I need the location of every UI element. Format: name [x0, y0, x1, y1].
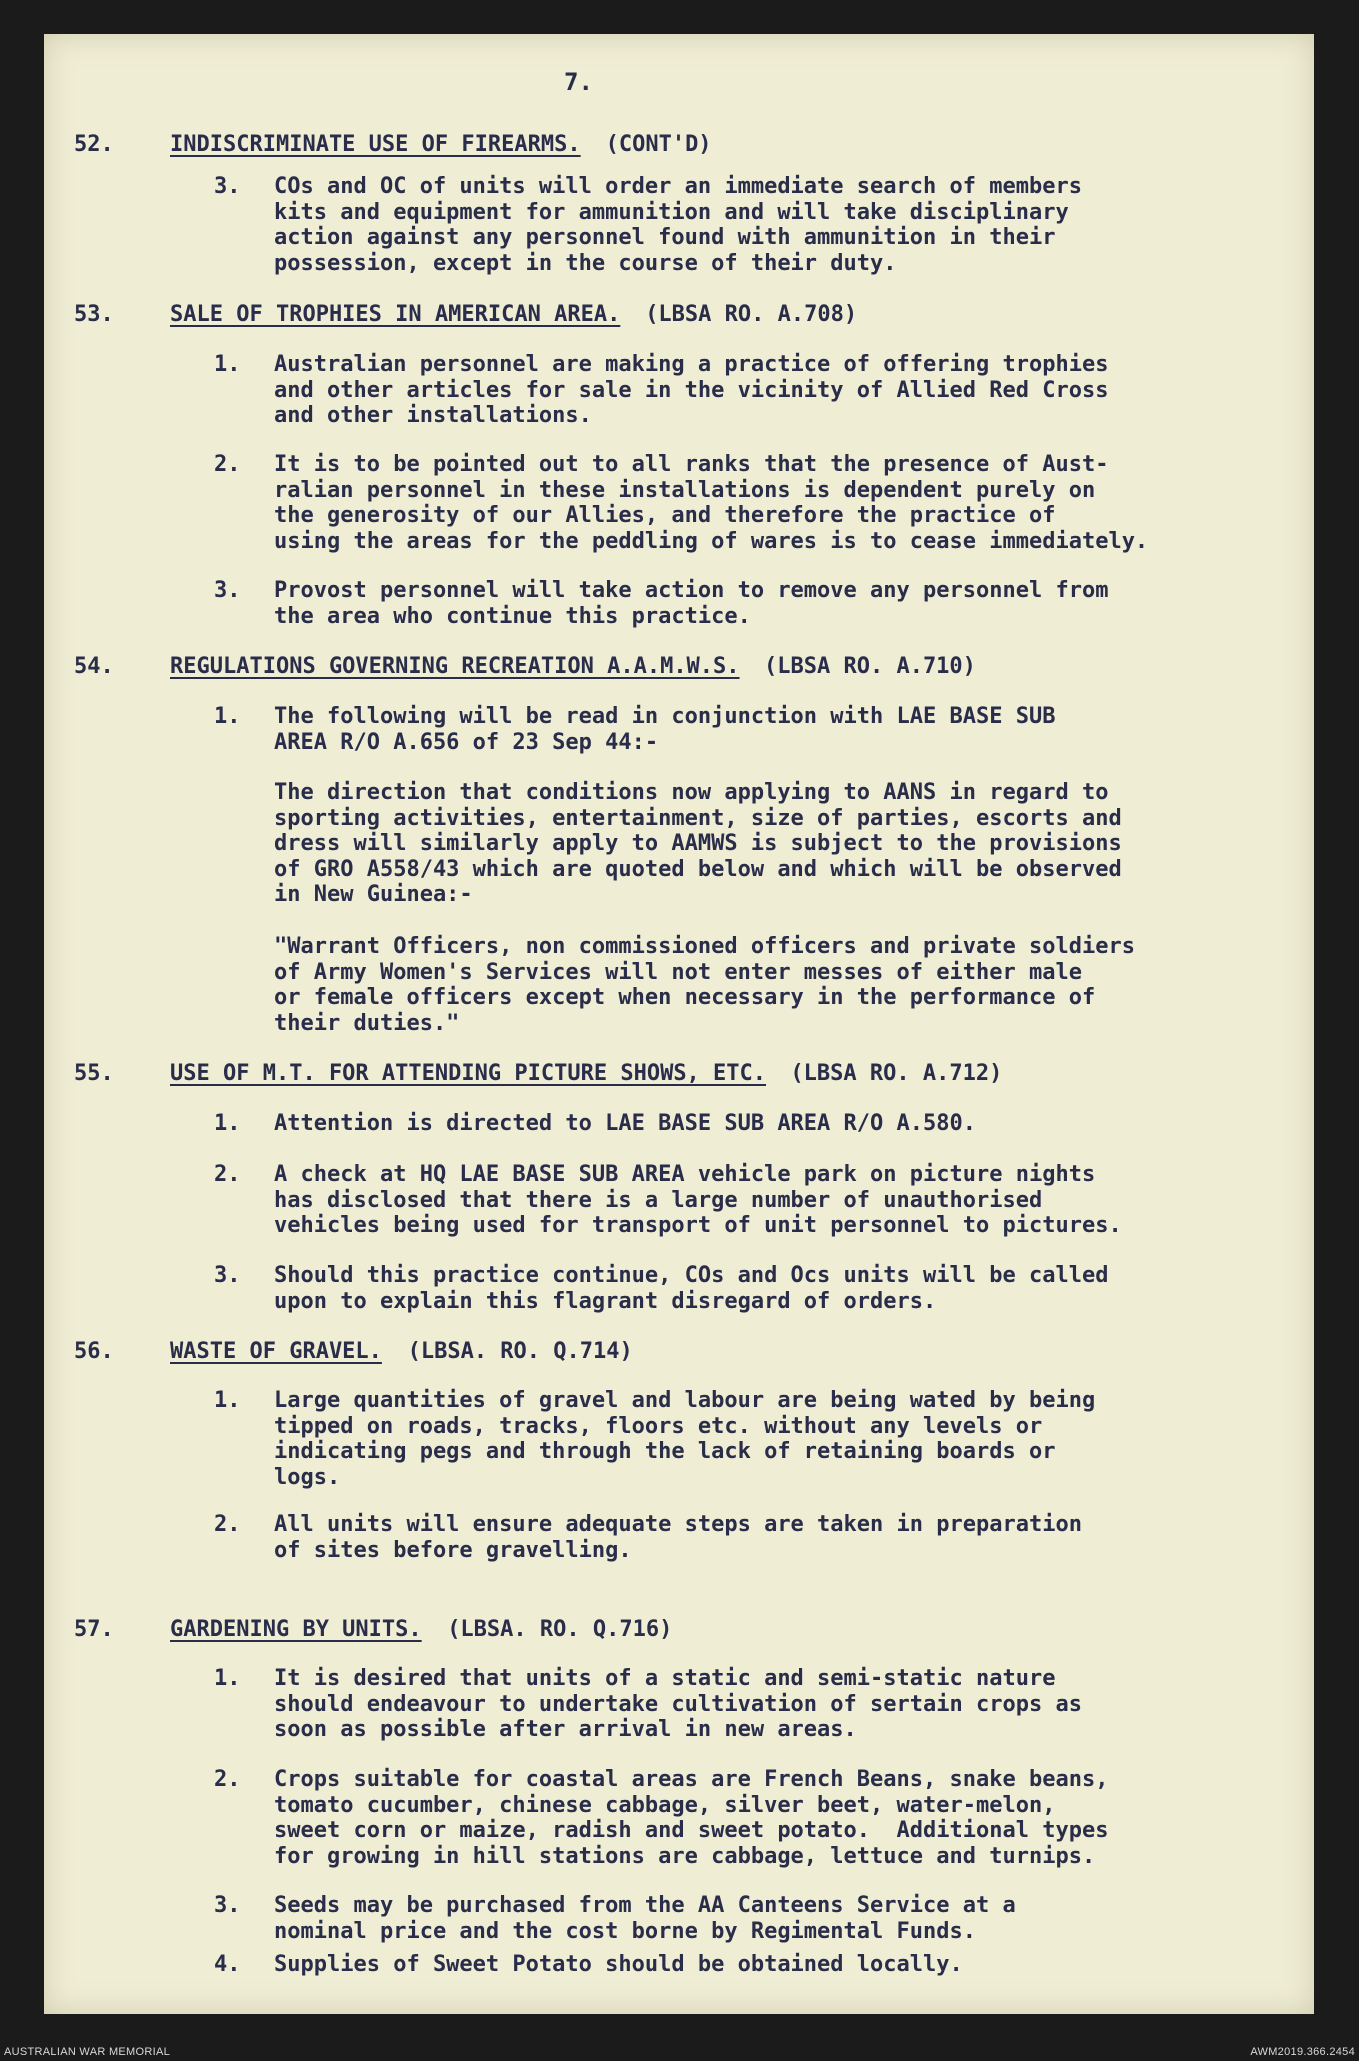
paragraph-number: 2.: [214, 1162, 241, 1187]
paragraph-line: nominal price and the cost borne by Regimental Funds.: [274, 1918, 976, 1944]
paragraph-number: 1.: [214, 1388, 241, 1413]
section-number: 55.: [74, 1061, 114, 1086]
section-reference: (LBSA. RO. Q.714): [407, 1339, 633, 1364]
paragraph-number: 1.: [214, 1111, 241, 1136]
paragraph-line: It is desired that units of a static and semi-static nature: [274, 1666, 1056, 1691]
paragraph-line: or female officers except when necessary in the performance of: [274, 985, 1096, 1010]
paragraph-line: AREA R/O A.656 of 23 Sep 44:-: [274, 729, 659, 755]
paragraph-number: 1.: [214, 1666, 241, 1691]
section-number: 52.: [74, 132, 114, 157]
paragraph-number: 3.: [214, 1893, 241, 1918]
paragraph-line: vehicles being used for transport of unit personnel to pictures.: [274, 1213, 1122, 1238]
paragraph-number: 4.: [214, 1952, 241, 1977]
paragraph-line: logs.: [274, 1464, 341, 1490]
section-heading: GARDENING BY UNITS.: [170, 1617, 422, 1642]
paragraph-line: tomato cucumber, chinese cabbage, silver beet, water-melon,: [274, 1792, 1056, 1818]
paragraph-line: and other installations.: [274, 403, 592, 428]
paragraph-line: dress will similarly apply to AAMWS is subject to the provisions: [274, 831, 1122, 856]
section-heading: USE OF M.T. FOR ATTENDING PICTURE SHOWS, ETC.: [170, 1061, 767, 1086]
section-reference: (LBSA RO. A.708): [645, 302, 858, 327]
section-number: 57.: [74, 1617, 114, 1642]
paragraph-number: 2.: [214, 1512, 241, 1537]
paragraph-line: the area who continue this practice.: [274, 603, 751, 629]
paragraph-number: 3.: [214, 1263, 241, 1288]
paragraph-line: Large quantities of gravel and labour are being wated by being: [274, 1388, 1096, 1413]
footer-credit: AUSTRALIAN WAR MEMORIAL: [4, 2046, 171, 2058]
paragraph-number: 2.: [214, 452, 241, 477]
paragraph-line: "Warrant Officers, non commissioned officers and private soldiers: [274, 934, 1135, 959]
paragraph-line: for growing in hill stations are cabbage, lettuce and turnips.: [274, 1843, 1096, 1869]
section-heading: SALE OF TROPHIES IN AMERICAN AREA.: [170, 302, 621, 327]
paragraph-line: has disclosed that there is a large number of unauthorised: [274, 1187, 1043, 1213]
paragraph-line: Attention is directed to LAE BASE SUB AREA R/O A.580.: [274, 1111, 976, 1136]
paragraph-number: 3.: [214, 174, 241, 199]
section-reference: (LBSA RO. A.710): [764, 654, 976, 679]
section-heading: INDISCRIMINATE USE OF FIREARMS.: [170, 132, 581, 157]
paragraph-line: of Army Women's Services will not enter messes of either male: [274, 959, 1082, 985]
document-page: [44, 34, 1314, 2014]
section-number: 53.: [74, 302, 114, 327]
paragraph-line: sporting activities, entertainment, size of parties, escorts and: [274, 805, 1122, 831]
paragraph-line: of GRO A558/43 which are quoted below and which will be observed: [274, 856, 1122, 882]
paragraph-line: Provost personnel will take action to remove any personnel from: [274, 578, 1109, 603]
paragraph-line: Crops suitable for coastal areas are French Beans, snake beans,: [274, 1767, 1109, 1792]
paragraph-line: The following will be read in conjunction with LAE BASE SUB: [274, 704, 1056, 729]
paragraph-line: It is to be pointed out to all ranks that the presence of Aust-: [274, 452, 1109, 477]
paragraph-line: action against any personnel found with ammunition in their: [274, 225, 1056, 250]
paragraph-line: sweet corn or maize, radish and sweet potato. Additional types: [274, 1818, 1109, 1843]
paragraph-line: All units will ensure adequate steps are taken in preparation: [274, 1512, 1082, 1537]
paragraph-line: upon to explain this flagrant disregard of orders.: [274, 1288, 937, 1314]
paragraph-number: 2.: [214, 1767, 241, 1792]
paragraph-line: should endeavour to undertake cultivation of sertain crops as: [274, 1691, 1082, 1717]
section-number: 54.: [74, 654, 114, 679]
page-number: 7.: [564, 68, 593, 96]
paragraph-line: of sites before gravelling.: [274, 1537, 632, 1563]
paragraph-number: 1.: [214, 704, 241, 729]
paragraph-line: A check at HQ LAE BASE SUB AREA vehicle park on picture nights: [274, 1162, 1096, 1187]
section-reference: (CONT'D): [605, 132, 712, 157]
paragraph-line: in New Guinea:-: [274, 882, 473, 907]
paragraph-number: 1.: [214, 352, 241, 377]
paragraph-line: ralian personnel in these installations is dependent purely on: [274, 477, 1096, 503]
paragraph-number: 3.: [214, 578, 241, 603]
paragraph-line: kits and equipment for ammunition and will take disciplinary: [274, 199, 1069, 225]
paragraph-line: Australian personnel are making a practice of offering trophies: [274, 352, 1109, 377]
paragraph-line: The direction that conditions now applying to AANS in regard to: [274, 780, 1109, 805]
section-reference: (LBSA RO. A.712): [790, 1061, 1003, 1086]
section-heading: WASTE OF GRAVEL.: [170, 1339, 382, 1364]
paragraph-line: soon as possible after arrival in new areas.: [274, 1717, 857, 1742]
section-number: 56.: [74, 1339, 114, 1364]
paragraph-line: COs and OC of units will order an immediate search of members: [274, 174, 1082, 199]
paragraph-line: Should this practice continue, COs and Ocs units will be called: [274, 1263, 1109, 1288]
paragraph-line: Supplies of Sweet Potato should be obtained locally.: [274, 1952, 963, 1977]
paragraph-line: the generosity of our Allies, and therefore the practice of: [274, 503, 1056, 528]
footer-accession-number: AWM2019.366.2454: [1250, 2046, 1355, 2058]
paragraph-line: and other articles for sale in the vicinity of Allied Red Cross: [274, 377, 1109, 403]
paragraph-line: Seeds may be purchased from the AA Canteens Service at a: [274, 1893, 1016, 1918]
section-reference: (LBSA. RO. Q.716): [447, 1617, 673, 1642]
paragraph-line: indicating pegs and through the lack of retaining boards or: [274, 1439, 1056, 1464]
paragraph-line: their duties.": [274, 1010, 460, 1036]
section-heading: REGULATIONS GOVERNING RECREATION A.A.M.W.S.: [170, 654, 740, 679]
paragraph-line: possession, except in the course of their duty.: [274, 250, 897, 276]
paragraph-line: using the areas for the peddling of wares is to cease immediately.: [274, 528, 1149, 554]
paragraph-line: tipped on roads, tracks, floors etc. without any levels or: [274, 1413, 1043, 1439]
